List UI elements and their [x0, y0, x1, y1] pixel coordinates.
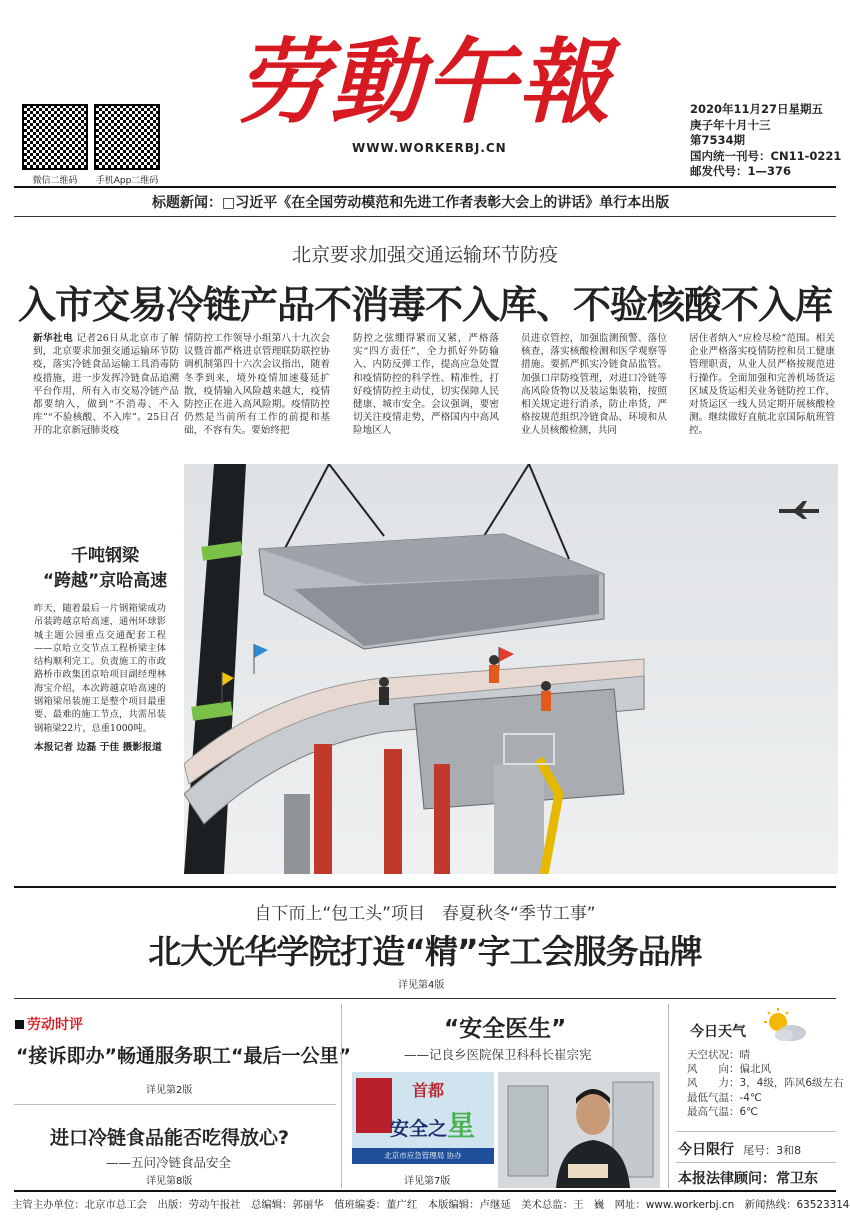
divider — [14, 1104, 336, 1105]
commentary-see-ref[interactable]: 详见第2版 — [146, 1085, 193, 1096]
lead-column-4: 员进京管控，加强监测预警、落位核查，落实核酸检测和医学观察等措施。要抓严抓实冷链食品监管。加强口岸防疫管理，对进口冷链等高风险货物以及装运集装箱，按照相关规定进行消杀，防止串货，严格按规范组织冷链食品、环境和从业人员核酸检测，共同 — [521, 333, 667, 437]
masthead-url[interactable]: WWW.WORKERBJ.CN — [352, 141, 507, 155]
divider — [14, 216, 836, 217]
qr-code-icon — [22, 104, 88, 170]
qr-caption: 微信二维码 — [32, 176, 78, 186]
cold-chain-headline[interactable]: 进口冷链食品能否吃得放心? — [50, 1127, 290, 1149]
second-headline[interactable]: 北大光华学院打造“精”字工会服务品牌 — [148, 932, 702, 971]
safety-star-badge — [352, 1072, 494, 1164]
issue-lunar-date: 庚子年十月十三 — [690, 117, 771, 132]
legal-advisor: 本报法律顾问：常卫东 — [678, 1171, 818, 1187]
divider — [341, 1004, 342, 1188]
commentary-headline[interactable]: “接诉即办”畅通服务职工“最后一公里” — [16, 1045, 351, 1067]
divider — [668, 1004, 669, 1188]
weather-line: 风 向：偏北风 — [687, 1063, 771, 1076]
divider — [676, 1162, 836, 1163]
weather-title: 今日天气 — [690, 1024, 746, 1040]
bridge-photo — [184, 464, 838, 874]
weather-line: 风 力：3，4级，阵风6级左右 — [687, 1077, 844, 1090]
lead-column-2: 情防控工作领导小组第八十九次会议暨首都严格进京管理联防联控协调机制第四十六次会议指出，随着冬季到来，境外疫情加速蔓延扩散，疫情输入风险越来越大，疫情防控正在进入高风险期。疫情防控仍然是当前所有工作的前提和基础，不容有失。要始终把 — [184, 333, 330, 437]
second-kicker: 自下而上“包工头”项目 春夏秋冬“季节工事” — [254, 904, 596, 924]
issue-cn: 国内统一刊号：CN11-0221 — [690, 148, 842, 163]
divider — [14, 1190, 836, 1192]
sun-cloud-icon — [762, 1008, 808, 1044]
divider — [676, 1131, 836, 1132]
qr-caption: 手机App二维码 — [95, 176, 159, 186]
second-see-ref[interactable]: 详见第4版 — [398, 980, 445, 991]
divider — [14, 998, 836, 999]
app-qr — [94, 104, 160, 186]
traffic-title: 今日限行 — [678, 1142, 734, 1158]
badge-main-text: 安全之 — [390, 1118, 448, 1140]
safety-doctor-see-ref[interactable]: 详见第7版 — [404, 1176, 451, 1187]
photo-story-body: 昨天，随着最后一片钢箱梁成功吊装跨越京哈高速，通州环球影城主题公园重点交通配套工程——京哈立交节点工程桥梁主体结构顺利完工。负责施工的市政路桥市政集团京哈项目副经理林海宝介绍，本次跨越京哈高速的钢箱梁吊装施工是整个项目最重要、最难的施工节点，共需吊装钢箱梁22片，总重1000吨。 — [34, 603, 166, 734]
badge-star-text: 星 — [447, 1109, 476, 1142]
traffic-detail: 尾号：3和8 — [743, 1144, 802, 1157]
cold-chain-see-ref[interactable]: 详见第8版 — [146, 1176, 193, 1187]
temple-icon — [356, 1078, 392, 1133]
safety-doctor-sub: ——记良乡医院保卫科科长崔宗宪 — [404, 1047, 592, 1062]
bridge-construction-illustration — [184, 464, 838, 874]
lead-column-5: 居住者纳入“应检尽检”范围。相关企业严格落实疫情防控和员工健康管理职责，从业人员严格按规范进行操作。全面加强和完善机场货运区域及货运相关业务链防控工作，对货运区一线人员定期开展核酸检测。继续做好直航北京国际航班管控。 — [689, 333, 835, 437]
flash-news[interactable]: 标题新闻：□习近平《在全国劳动模范和先进工作者表彰大会上的讲话》单行本出版 — [152, 195, 670, 211]
masthead-logo: 劳動午報 — [236, 28, 613, 136]
issue-info — [690, 102, 841, 180]
dateline: 新华社电 — [33, 333, 74, 344]
portrait-photo — [498, 1072, 660, 1188]
photo-story-title-1[interactable]: 千吨钢梁 — [71, 546, 139, 566]
footer-credits: 主管主办单位：北京市总工会 出版：劳动午报社 总编辑：郭丽华 值班编委：董广红 本版编辑：卢继延 美术总监：王 巍 网址：www.workerbj.cn 新闻热线：63523314 — [12, 1199, 850, 1211]
traffic-restriction — [678, 1139, 801, 1159]
weather-line: 最低气温：-4℃ — [687, 1091, 762, 1104]
lead-column-3: 防控之弦绷得紧而又紧，严格落实“四方责任”，全力抓好外防输入、内防反弹工作，提高应急处置和疫情防控的科学性、精准性，打好疫情防控主动仗，切实保障人民健康、城市安全。会议强调，要密切关注疫情走势，严格国内中高风险地区人 — [353, 333, 499, 437]
issue-number: 第7534期 — [690, 133, 746, 147]
cold-chain-sub: ——五问冷链食品安全 — [106, 1155, 232, 1170]
weather-line: 天空状况：晴 — [687, 1049, 750, 1061]
wechat-qr — [22, 104, 88, 186]
issue-postal: 邮发代号：1—376 — [690, 164, 792, 178]
lead-column-1 — [33, 332, 179, 454]
divider — [14, 886, 836, 888]
commentary-label-text: 劳动时评 — [27, 1017, 83, 1033]
divider — [14, 186, 836, 188]
qr-code-icon — [94, 104, 160, 170]
lead-headline[interactable]: 入市交易冷链产品不消毒不入库、不验核酸不入库 — [17, 283, 832, 327]
badge-org: 北京市应急管理局 协办 — [352, 1148, 494, 1164]
badge-main — [390, 1104, 475, 1144]
square-bullet-icon — [15, 1020, 24, 1029]
badge-top: 首都 — [412, 1081, 445, 1100]
lead-kicker: 北京要求加强交通运输环节防疫 — [291, 244, 558, 266]
column-text: 记者26日从北京市了解到，北京要求加强交通运输环节防疫，落实冷链食品运输工具消毒防疫措施，进一步发挥冷链食品追溯平台作用，所有入市交易冷链产品都要纳入，做到“不消毒、不入库”“不验核酸、不入库”。25日召开的北京新冠肺炎疫 — [33, 333, 179, 437]
photo-story-title-2[interactable]: “跨越”京哈高速 — [42, 571, 168, 591]
weather-details — [687, 1048, 844, 1119]
portrait-illustration — [498, 1072, 660, 1188]
commentary-label — [15, 1014, 83, 1034]
weather-line: 最高气温：6℃ — [687, 1105, 758, 1118]
issue-date: 2020年11月27日星期五 — [690, 102, 824, 116]
photo-credit: 本报记者 边磊 于佳 摄影报道 — [34, 742, 162, 753]
safety-doctor-headline[interactable]: “安全医生” — [444, 1016, 567, 1042]
